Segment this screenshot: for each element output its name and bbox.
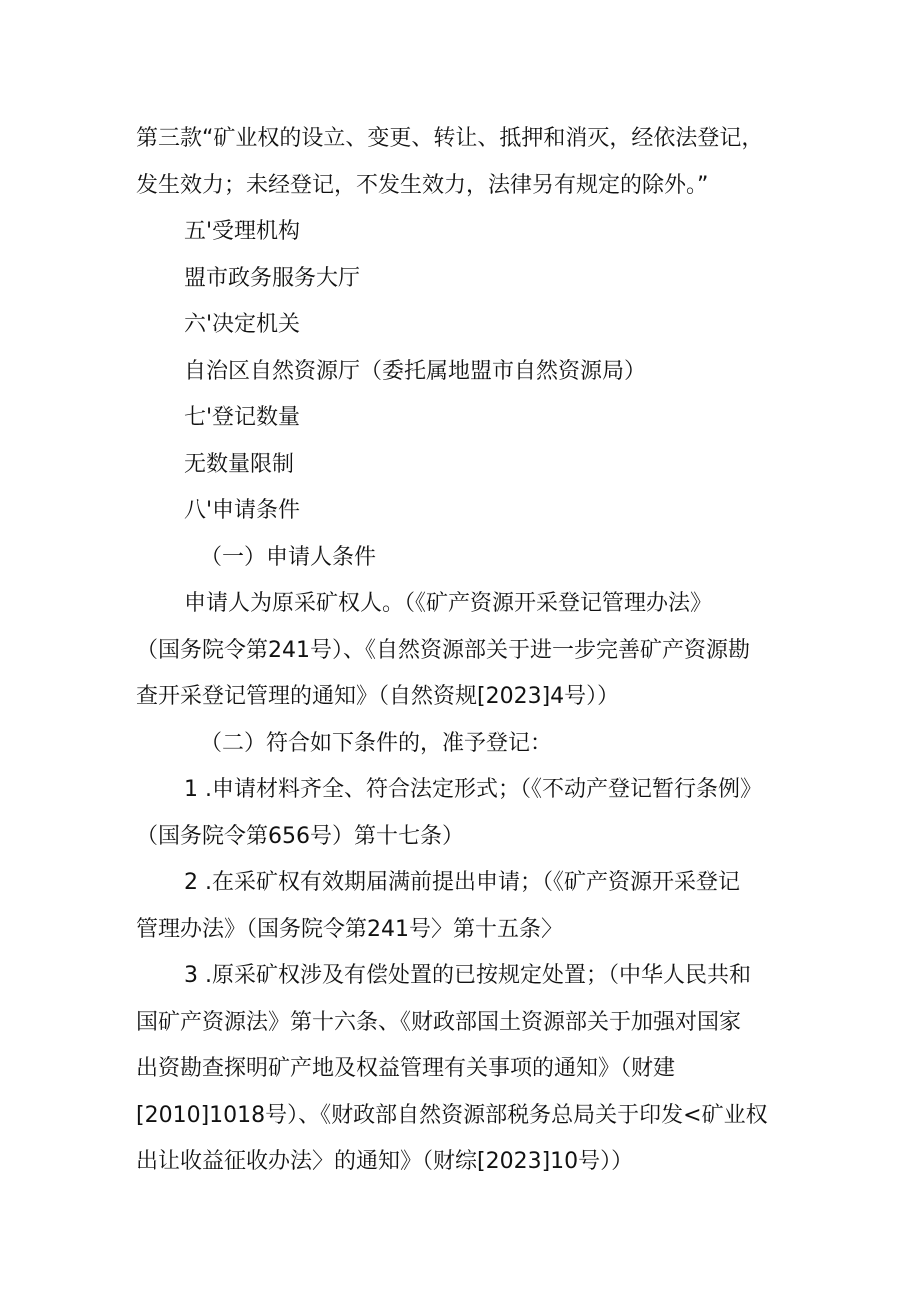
paragraph-line: 3 .原采矿权涉及有偿处置的已按规定处置；（中华人民共和 xyxy=(184,963,751,988)
paragraph-line: 自治区自然资源厅（委托属地盟市自然资源局） xyxy=(184,358,647,384)
paragraph-p6 xyxy=(136,395,800,442)
paragraph-p9 xyxy=(136,535,800,582)
paragraph-line: 六'决定机关 xyxy=(184,312,301,337)
paragraph-line: 管理办法》（国务院令第241号〉第十五条〉 xyxy=(136,916,563,942)
paragraph-line: （二）符合如下条件的，准予登记： xyxy=(200,730,553,756)
paragraph-line: （国务院令第241号）、《自然资源部关于进一步完善矿产资源勘 xyxy=(136,637,750,663)
paragraph-line: 盟市政务服务大厅 xyxy=(184,265,361,291)
paragraph-p13 xyxy=(136,860,800,953)
paragraph-p4 xyxy=(136,302,800,349)
paragraph-line: 出让收益征收办法〉的通知》（财综[2023]10号）） xyxy=(136,1149,634,1174)
paragraph-line: 1 .申请材料齐全、符合法定形式；（《不动产登记暂行条例》 xyxy=(184,777,762,802)
paragraph-p14 xyxy=(136,953,800,1186)
paragraph-p3 xyxy=(136,256,800,303)
paragraph-line: 2 .在采矿权有效期届满前提出申请；（《矿产资源开采登记 xyxy=(184,870,740,895)
paragraph-p8 xyxy=(136,488,800,535)
paragraph-p1 xyxy=(136,116,800,209)
paragraph-line: 八'申请条件 xyxy=(184,498,301,523)
paragraph-line: （一）申请人条件 xyxy=(200,544,377,570)
paragraph-p7 xyxy=(136,442,800,489)
paragraph-line: 无数量限制 xyxy=(184,451,295,477)
paragraph-p5 xyxy=(136,349,800,396)
paragraph-p11 xyxy=(136,721,800,768)
paragraph-line: 出资勘查探明矿产地及权益管理有关事项的通知》（财建 xyxy=(136,1056,676,1081)
paragraph-line: （国务院令第656号）第十七条） xyxy=(136,823,464,849)
paragraph-p12 xyxy=(136,767,800,860)
paragraph-line: 第三款“矿业权的设立、变更、转让、抵押和消灭，经依法登记， xyxy=(136,126,764,151)
paragraph-line: 发生效力；未经登记，不发生效力，法律另有规定的除外。” xyxy=(136,172,709,198)
paragraph-p2 xyxy=(136,209,800,256)
paragraph-line: 查开采登记管理的通知》（自然资规[2023]4号）） xyxy=(136,684,620,709)
paragraph-line: 申请人为原采矿权人。（《矿产资源开采登记管理办法》 xyxy=(184,591,713,616)
paragraph-line: 七'登记数量 xyxy=(184,405,301,430)
paragraph-line: [2010]1018号）、《财政部自然资源部税务总局关于印发<矿业权 xyxy=(136,1102,768,1128)
paragraph-line: 国矿产资源法》第十六条、《财政部国土资源部关于加强对国家 xyxy=(136,1009,742,1035)
paragraph-line: 五'受理机构 xyxy=(184,219,301,244)
paragraph-p10 xyxy=(136,581,800,721)
